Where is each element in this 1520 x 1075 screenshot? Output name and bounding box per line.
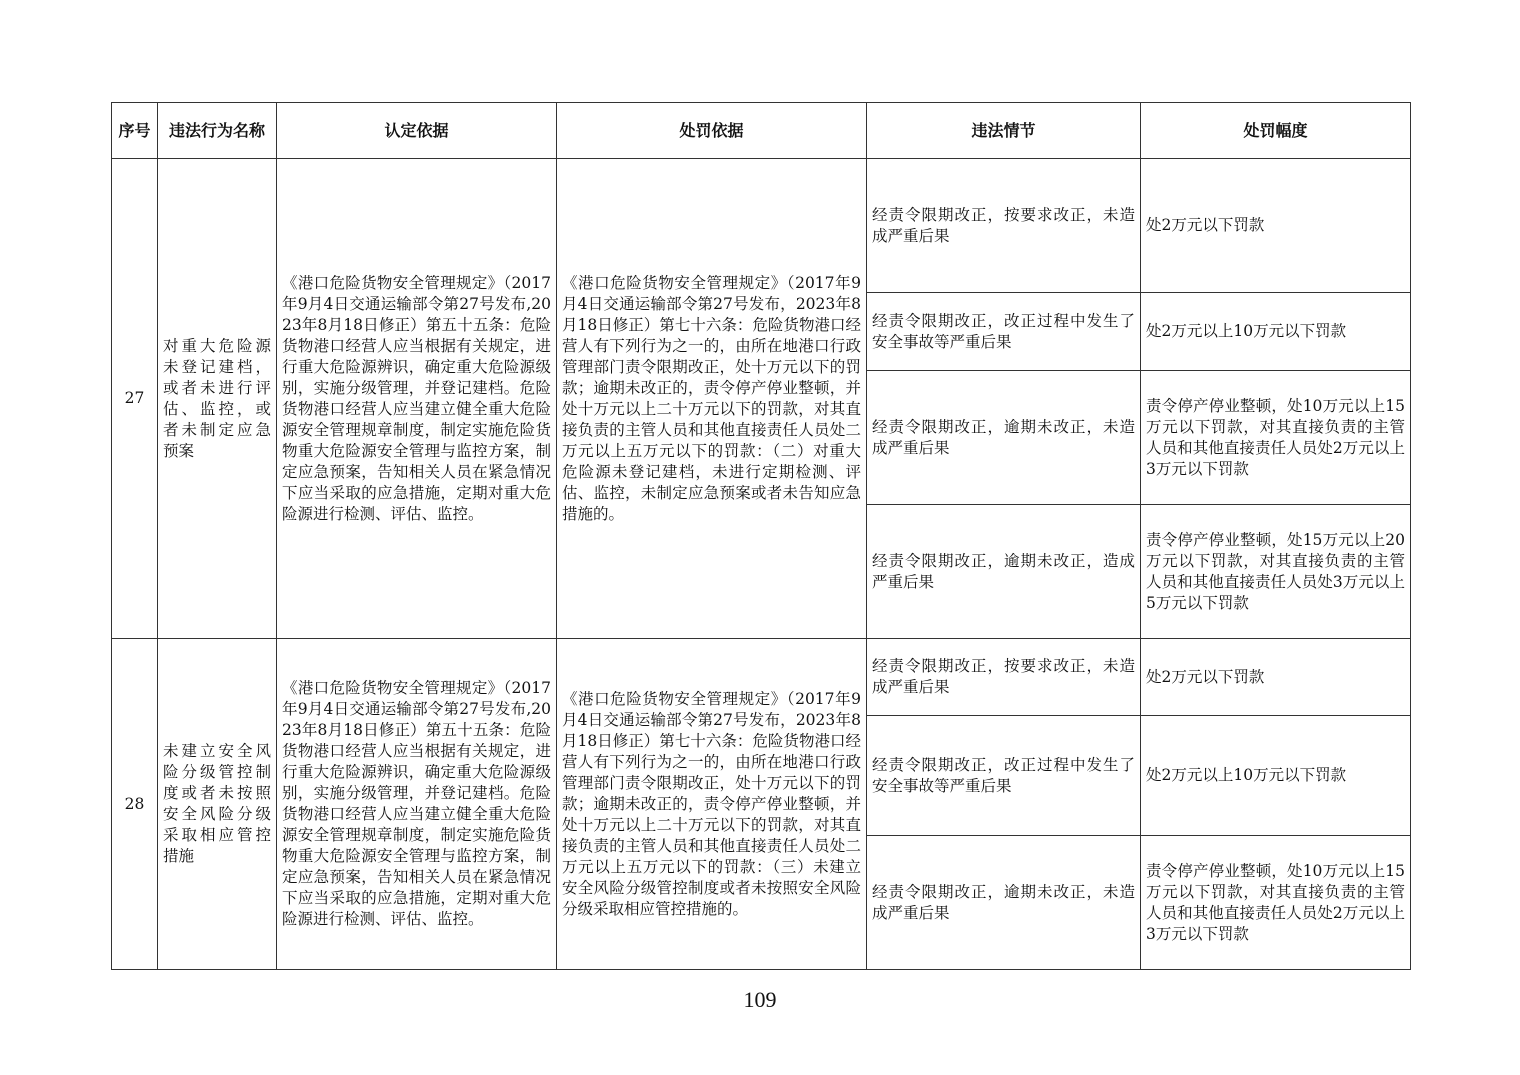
circumstance: 经责令限期改正，按要求改正，未造成严重后果 bbox=[867, 159, 1141, 293]
table-row bbox=[112, 159, 1411, 293]
circumstance: 经责令限期改正，逾期未改正，造成严重后果 bbox=[867, 505, 1141, 639]
header-penalty-basis: 处罚依据 bbox=[557, 103, 867, 159]
header-basis: 认定依据 bbox=[277, 103, 557, 159]
determination-basis: 《港口危险货物安全管理规定》（2017年9月4日交通运输部令第27号发布,2023年8月18日修正）第五十五条：危险货物港口经营人应当根据有关规定，进行重大危险源辨识，确定重大危险源级别，实施分级管理，并登记建档。危险货物港口经营人应当建立健全重大危险源安全管理规章制度，制定实施危险货物重大危险源安全管理与监控方案，制定应急预案，告知相关人员在紧急情况下应当采取的应急措施，定期对重大危险源进行检测、评估、监控。 bbox=[277, 639, 557, 970]
penalty-range: 处2万元以上10万元以下罚款 bbox=[1141, 293, 1411, 371]
penalty-range: 处2万元以下罚款 bbox=[1141, 159, 1411, 293]
circumstance: 经责令限期改正，改正过程中发生了安全事故等严重后果 bbox=[867, 293, 1141, 371]
penalty-basis: 《港口危险货物安全管理规定》（2017年9月4日交通运输部令第27号发布，2023年8月18日修正）第七十六条：危险货物港口经营人有下列行为之一的，由所在地港口行政管理部门责令限期改正，处十万元以下的罚款；逾期未改正的，责令停产停业整顿，并处十万元以上二十万元以下的罚款，对其直接负责的主管人员和其他直接责任人员处二万元以上五万元以下的罚款：（二）对重大危险源未登记建档，未进行定期检测、评估、监控，未制定应急预案或者未告知应急措施的。 bbox=[557, 159, 867, 639]
penalty-range: 处2万元以下罚款 bbox=[1141, 639, 1411, 716]
table-row bbox=[112, 639, 1411, 716]
row-number: 27 bbox=[112, 159, 158, 639]
row-number: 28 bbox=[112, 639, 158, 970]
penalty-range: 责令停产停业整顿，处15万元以上20万元以下罚款，对其直接负责的主管人员和其他直接责任人员处3万元以上5万元以下罚款 bbox=[1141, 505, 1411, 639]
penalty-table bbox=[111, 102, 1411, 970]
violation-name: 未建立安全风险分级管控制度或者未按照安全风险分级采取相应管控措施 bbox=[158, 639, 277, 970]
header-no: 序号 bbox=[112, 103, 158, 159]
table-header-row bbox=[112, 103, 1411, 159]
determination-basis: 《港口危险货物安全管理规定》（2017年9月4日交通运输部令第27号发布,2023年8月18日修正）第五十五条：危险货物港口经营人应当根据有关规定，进行重大危险源辨识，确定重大危险源级别，实施分级管理，并登记建档。危险货物港口经营人应当建立健全重大危险源安全管理规章制度，制定实施危险货物重大危险源安全管理与监控方案，制定应急预案，告知相关人员在紧急情况下应当采取的应急措施，定期对重大危险源进行检测、评估、监控。 bbox=[277, 159, 557, 639]
penalty-range: 责令停产停业整顿，处10万元以上15万元以下罚款，对其直接负责的主管人员和其他直接责任人员处2万元以上3万元以下罚款 bbox=[1141, 371, 1411, 505]
header-violation-name: 违法行为名称 bbox=[158, 103, 277, 159]
page-number: 109 bbox=[743, 987, 777, 1012]
circumstance: 经责令限期改正，逾期未改正，未造成严重后果 bbox=[867, 836, 1141, 970]
header-circumstance: 违法情节 bbox=[867, 103, 1141, 159]
circumstance: 经责令限期改正，逾期未改正，未造成严重后果 bbox=[867, 371, 1141, 505]
circumstance: 经责令限期改正，按要求改正，未造成严重后果 bbox=[867, 639, 1141, 716]
penalty-range: 处2万元以上10万元以下罚款 bbox=[1141, 716, 1411, 836]
penalty-basis: 《港口危险货物安全管理规定》（2017年9月4日交通运输部令第27号发布，2023年8月18日修正）第七十六条：危险货物港口经营人有下列行为之一的，由所在地港口行政管理部门责令限期改正，处十万元以下的罚款；逾期未改正的，责令停产停业整顿，并处十万元以上二十万元以下的罚款，对其直接负责的主管人员和其他直接责任人员处二万元以上五万元以下的罚款：（三）未建立安全风险分级管控制度或者未按照安全风险分级采取相应管控措施的。 bbox=[557, 639, 867, 970]
penalty-range: 责令停产停业整顿，处10万元以上15万元以下罚款，对其直接负责的主管人员和其他直接责任人员处2万元以上3万元以下罚款 bbox=[1141, 836, 1411, 970]
violation-name: 对重大危险源未登记建档，或者未进行评估、监控，或者未制定应急预案 bbox=[158, 159, 277, 639]
circumstance: 经责令限期改正，改正过程中发生了安全事故等严重后果 bbox=[867, 716, 1141, 836]
header-penalty-range: 处罚幅度 bbox=[1141, 103, 1411, 159]
